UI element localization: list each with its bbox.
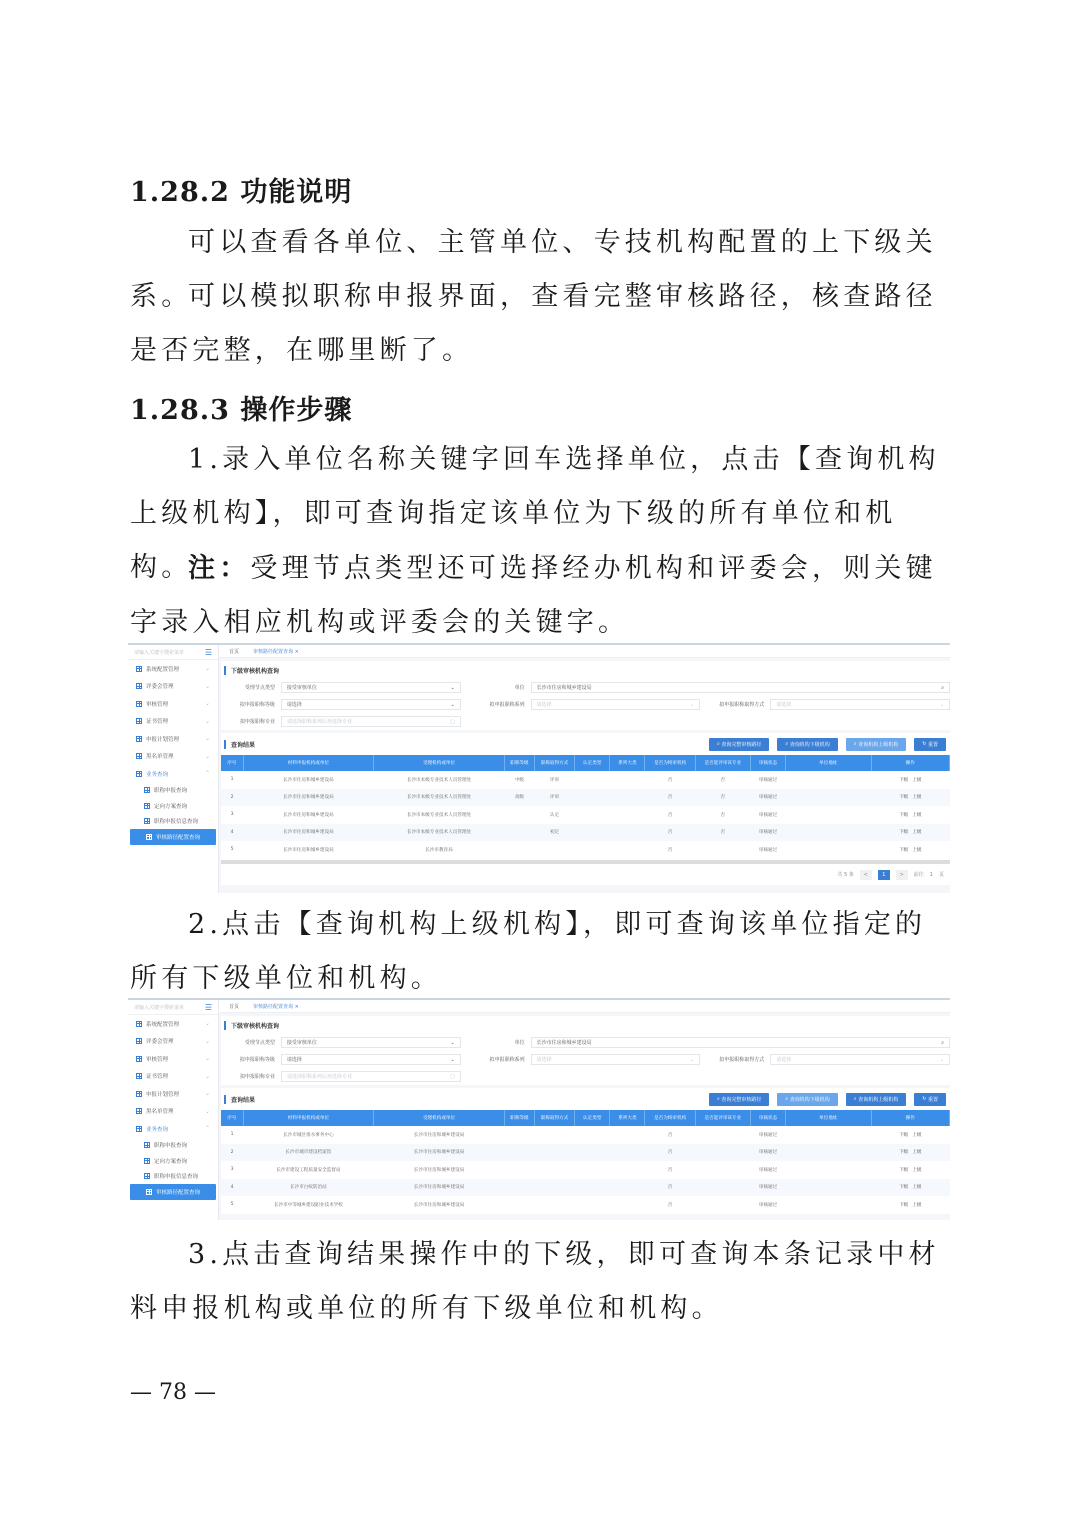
query-lower-org-button[interactable]: ⌕ 查询机构下级机构 bbox=[777, 1093, 837, 1106]
upper-link[interactable]: 上级 bbox=[912, 1167, 922, 1173]
main-content bbox=[219, 645, 950, 893]
node-type-select[interactable]: 接受审核单位 ⌄ bbox=[281, 1037, 461, 1048]
lower-link[interactable]: 下级 bbox=[899, 1202, 909, 1208]
page-number: — 78 — bbox=[130, 1380, 216, 1405]
grid-icon bbox=[136, 753, 142, 759]
paragraph-text: 可以查看各单位、主管单位、专技机构配置的上下级关系。 bbox=[130, 227, 937, 312]
results-title: 查询结果 bbox=[221, 735, 255, 753]
paragraph-step-3 bbox=[130, 1228, 952, 1336]
sidebar-item-review[interactable]: 审核管理 ⌄ bbox=[128, 695, 218, 713]
grid-icon bbox=[136, 1126, 142, 1132]
sidebar bbox=[128, 1000, 219, 1220]
chevron-down-icon: ⌄ bbox=[204, 700, 210, 708]
lower-link[interactable]: 下级 bbox=[899, 847, 909, 853]
sidebar-item-blacklist[interactable]: 黑名单管理 ⌄ bbox=[128, 1103, 218, 1121]
next-page-button[interactable]: > bbox=[896, 870, 908, 880]
table-row: 3 长沙市建设工程质量安全监督站 长沙市住房和城乡建设局 否 审核通过 下级 上级 bbox=[230, 1167, 922, 1173]
paragraph-note bbox=[130, 542, 952, 650]
node-type-label: 受理节点类型 bbox=[244, 1040, 275, 1046]
chevron-down-icon: ⌄ bbox=[204, 1072, 210, 1080]
lower-link[interactable]: 下级 bbox=[899, 812, 909, 818]
chevron-down-icon: ⌄ bbox=[450, 701, 455, 708]
sidebar-item-committee[interactable]: 评委会管理 ⌄ bbox=[128, 678, 218, 696]
tab-bar bbox=[219, 645, 950, 658]
refresh-icon: ↻ bbox=[922, 1096, 928, 1102]
tab-home[interactable]: 首页 bbox=[229, 1003, 240, 1010]
tab-path-query[interactable]: 审核路径配置查询 × bbox=[253, 1003, 299, 1010]
menu-toggle-icon[interactable]: ☰ bbox=[204, 1002, 212, 1012]
menu-search-input[interactable]: 请输入关键字搜索菜单 ☰ bbox=[128, 645, 218, 660]
table-row: 5 长沙市中等城乡建设职业技术学校 长沙市住房和城乡建设局 否 审核通过 下级 上级 bbox=[230, 1202, 922, 1208]
table-row: 1 长沙市住房和城乡建设局 长沙市本级专业技术人员管理处 中级 评审 否 否 审核通过 下级 上级 bbox=[230, 777, 922, 783]
grid-icon bbox=[144, 787, 150, 793]
chevron-down-icon: ⌄ bbox=[204, 735, 210, 743]
note-label: 注： bbox=[188, 553, 251, 584]
page-suffix: 页 bbox=[938, 872, 944, 878]
series-label: 拟申报职称系列 bbox=[489, 1057, 525, 1063]
table-row: 4 长沙市住房和城乡建设局 长沙市本级专业技术人员管理处 初定 否 否 审核通过 下级 上级 bbox=[221, 824, 950, 842]
table-row: 4 长沙市白蚁防治站 长沙市住房和城乡建设局 否 审核通过 下级 上级 bbox=[221, 1179, 950, 1197]
chevron-down-icon: ⌄ bbox=[204, 1107, 210, 1115]
sidebar-subitem-path-query[interactable]: 审核路径配置查询 bbox=[130, 1184, 216, 1200]
sidebar-item-system-config[interactable]: 系统配置管理 ⌄ bbox=[128, 660, 218, 678]
search-icon: ⌕ bbox=[716, 1096, 722, 1102]
major-select[interactable]: 请选择职称系列后再选择专业 ▢ bbox=[281, 1071, 461, 1082]
paragraph-step-2 bbox=[130, 898, 952, 1006]
sidebar-item-committee[interactable]: 评委会管理 ⌄ bbox=[128, 1033, 218, 1051]
sidebar-item-business-query[interactable]: 业务查询 ⌃ bbox=[128, 765, 218, 783]
sidebar-item-certificate[interactable]: 证书管理 ⌄ bbox=[128, 713, 218, 731]
query-form-card bbox=[221, 1016, 950, 1085]
query-full-path-button[interactable]: ⌕ 查询完整审核路径 bbox=[709, 738, 769, 751]
table-row: 1 长沙市城区排水事务中心 长沙市住房和城乡建设局 否 审核通过 下级 上级 bbox=[230, 1132, 922, 1138]
chevron-up-icon: ⌃ bbox=[204, 1125, 210, 1133]
section-heading-function: 1.28.2 功能说明 bbox=[130, 177, 353, 208]
lower-link[interactable]: 下级 bbox=[899, 777, 909, 783]
series-select[interactable]: 请选择 ⌄ bbox=[531, 1054, 701, 1065]
level-label: 拟申报职称等级 bbox=[239, 702, 275, 708]
upper-link[interactable]: 上级 bbox=[912, 777, 922, 783]
chevron-down-icon: ⌄ bbox=[690, 701, 695, 708]
series-select[interactable]: 请选择 ⌄ bbox=[531, 699, 701, 710]
method-label: 拟申报职称取得方式 bbox=[719, 1057, 765, 1063]
chevron-up-icon: ⌃ bbox=[204, 770, 210, 778]
method-select[interactable]: 请选择 ⌄ bbox=[770, 699, 950, 710]
tab-path-query[interactable]: 审核路径配置查询 × bbox=[253, 648, 299, 655]
grid-icon bbox=[144, 1142, 150, 1148]
chevron-down-icon: ⌄ bbox=[450, 1056, 455, 1063]
upper-link[interactable]: 上级 bbox=[912, 1132, 922, 1138]
unit-label: 单位 bbox=[514, 685, 525, 691]
level-label: 拟申报职称等级 bbox=[239, 1057, 275, 1063]
upper-link[interactable]: 上级 bbox=[912, 812, 922, 818]
chevron-down-icon: ⌄ bbox=[939, 1056, 944, 1063]
query-full-path-button[interactable]: ⌕ 查询完整审核路径 bbox=[709, 1093, 769, 1106]
series-label: 拟申报职称系列 bbox=[489, 702, 525, 708]
major-select[interactable]: 请选择职称系列后再选择专业 ▢ bbox=[281, 716, 461, 727]
reset-button[interactable]: ↻ 重置 bbox=[914, 1093, 946, 1106]
tab-home[interactable]: 首页 bbox=[229, 648, 240, 655]
lower-link[interactable]: 下级 bbox=[899, 830, 909, 836]
menu-search-input[interactable]: 请输入关键字搜索菜单 ☰ bbox=[128, 1000, 218, 1015]
horizontal-scrollbar[interactable] bbox=[221, 860, 950, 864]
upper-link[interactable]: 上级 bbox=[912, 847, 922, 853]
results-table-2 bbox=[221, 1110, 950, 1214]
upper-link[interactable]: 上级 bbox=[912, 1150, 922, 1156]
paragraph-text: 受理节点类型还可选择经办机构和评委会，则关键字录入相应机构或评委会的关键字。 bbox=[130, 553, 937, 638]
level-select[interactable]: 请选择 ⌄ bbox=[281, 699, 461, 710]
method-label: 拟申报职称取得方式 bbox=[719, 702, 765, 708]
table-row: 5 长沙市住房和城乡建设局 长沙市教育局 否 审核通过 下级 上级 bbox=[230, 847, 922, 853]
tab-bar bbox=[219, 1000, 950, 1013]
sidebar-item-review[interactable]: 审核管理 ⌄ bbox=[128, 1050, 218, 1068]
chevron-down-icon: ⌄ bbox=[204, 717, 210, 725]
paragraph-text: 可以模拟职称申报界面，查看完整审核路径，核查路径是否完整，在哪里断了。 bbox=[130, 281, 937, 366]
chevron-down-icon: ⌄ bbox=[204, 1037, 210, 1045]
sidebar-subitem-title-query[interactable]: 职称申报查询 bbox=[128, 1138, 218, 1154]
sidebar-item-system-config[interactable]: 系统配置管理 ⌄ bbox=[128, 1015, 218, 1033]
calendar-icon: ▢ bbox=[450, 1073, 455, 1080]
sidebar-item-business-query[interactable]: 业务查询 ⌃ bbox=[128, 1120, 218, 1138]
sidebar-subitem-info-query[interactable]: 职称申报信息查询 bbox=[128, 814, 218, 830]
goto-label: 前往 bbox=[913, 872, 924, 878]
upper-link[interactable]: 上级 bbox=[912, 1185, 922, 1191]
table-header-row: 序号 材料申报机构或单位 受理机构或单位 职称等级 职称取得方式 认定类型 系列大类 是否为终审机构 是否能评审该专业 审核状态 单位地址 操作 bbox=[221, 1110, 950, 1126]
node-type-label: 受理节点类型 bbox=[244, 685, 275, 691]
paragraph-text: 2.点击【查询机构上级机构】，即可查询该单位指定的所有下级单位和机构。 bbox=[130, 909, 927, 994]
search-icon: ⌕ bbox=[853, 1096, 859, 1102]
search-icon[interactable]: ⌕ bbox=[941, 1039, 944, 1046]
app-screenshot-1 bbox=[128, 643, 950, 893]
query-upper-org-button[interactable]: ⌕ 查询机构上级机构 bbox=[846, 1093, 906, 1106]
grid-icon bbox=[144, 1173, 150, 1179]
grid-icon bbox=[144, 803, 150, 809]
paragraph-function-2 bbox=[130, 270, 952, 378]
query-title: 下级审核机构查询 bbox=[221, 661, 950, 679]
level-select[interactable]: 请选择 ⌄ bbox=[281, 1054, 461, 1065]
unit-input[interactable]: 长沙市住房和城乡建设局 ⌕ bbox=[531, 1037, 950, 1048]
node-type-select[interactable]: 接受审核单位 ⌄ bbox=[281, 682, 461, 693]
results-card bbox=[221, 1088, 950, 1214]
sidebar-subitem-title-query[interactable]: 职称申报查询 bbox=[128, 783, 218, 799]
goto-page-input[interactable]: 1 bbox=[929, 871, 933, 878]
results-card bbox=[221, 733, 950, 885]
chevron-down-icon: ⌄ bbox=[204, 752, 210, 760]
grid-icon bbox=[136, 1073, 142, 1079]
grid-icon bbox=[136, 1108, 142, 1114]
lower-link[interactable]: 下级 bbox=[899, 795, 909, 801]
sidebar-item-blacklist[interactable]: 黑名单管理 ⌄ bbox=[128, 748, 218, 766]
table-row: 2 长沙市住房和城乡建设局 长沙市本级专业技术人员管理处 高级 评审 否 否 审核通过 下级 上级 bbox=[221, 789, 950, 807]
grid-icon bbox=[136, 736, 142, 742]
major-label: 拟申报职称专业 bbox=[239, 719, 275, 725]
grid-icon bbox=[136, 1091, 142, 1097]
query-title: 下级审核机构查询 bbox=[221, 1016, 950, 1034]
sidebar bbox=[128, 645, 219, 893]
page-1-button[interactable]: 1 bbox=[878, 870, 890, 880]
results-title: 查询结果 bbox=[221, 1090, 255, 1108]
paragraph-text: 3.点击查询结果操作中的下级，即可查询本条记录中材料申报机构或单位的所有下级单位和机构。 bbox=[130, 1239, 940, 1324]
upper-link[interactable]: 上级 bbox=[912, 830, 922, 836]
menu-toggle-icon[interactable]: ☰ bbox=[204, 647, 212, 657]
sidebar-subitem-path-query[interactable]: 审核路径配置查询 bbox=[130, 829, 216, 845]
search-icon[interactable]: ⌕ bbox=[941, 684, 944, 691]
grid-icon bbox=[136, 666, 142, 672]
chevron-down-icon: ⌄ bbox=[204, 682, 210, 690]
sidebar-subitem-info-query[interactable]: 职称申报信息查询 bbox=[128, 1169, 218, 1185]
grid-icon bbox=[136, 1056, 142, 1062]
query-lower-org-button[interactable]: ⌕ 查询机构下级机构 bbox=[777, 738, 837, 751]
sidebar-subitem-plan-query[interactable]: 定向方案查询 bbox=[128, 1153, 218, 1169]
chevron-down-icon: ⌄ bbox=[204, 665, 210, 673]
sidebar-item-plan[interactable]: 申报计划管理 ⌄ bbox=[128, 730, 218, 748]
table-header-row: 序号 材料申报机构或单位 受理机构或单位 职称等级 职称取得方式 认定类型 系列大类 是否为终审机构 是否能评审该专业 审核状态 单位地址 操作 bbox=[221, 755, 950, 771]
lower-link[interactable]: 下级 bbox=[899, 1132, 909, 1138]
search-icon: ⌕ bbox=[785, 741, 790, 747]
results-table-1 bbox=[221, 755, 950, 859]
chevron-down-icon: ⌄ bbox=[450, 684, 455, 691]
grid-icon bbox=[146, 1189, 152, 1195]
grid-icon bbox=[136, 1021, 142, 1027]
chevron-down-icon: ⌄ bbox=[450, 1039, 455, 1046]
lower-link[interactable]: 下级 bbox=[899, 1185, 909, 1191]
lower-link[interactable]: 下级 bbox=[899, 1150, 909, 1156]
upper-link[interactable]: 上级 bbox=[912, 1202, 922, 1208]
unit-input[interactable]: 长沙市住房和城乡建设局 ⌕ bbox=[531, 682, 950, 693]
total-count: 共 5 条 bbox=[837, 872, 854, 878]
search-icon: ⌕ bbox=[716, 741, 722, 747]
app-screenshot-2 bbox=[128, 998, 950, 1220]
major-label: 拟申报职称专业 bbox=[239, 1074, 275, 1080]
query-upper-org-button[interactable]: ⌕ 查询机构上级机构 bbox=[846, 738, 906, 751]
query-form-card bbox=[221, 661, 950, 730]
sidebar-item-plan[interactable]: 申报计划管理 ⌄ bbox=[128, 1085, 218, 1103]
chevron-down-icon: ⌄ bbox=[204, 1055, 210, 1063]
method-select[interactable]: 请选择 ⌄ bbox=[770, 1054, 950, 1065]
search-icon: ⌕ bbox=[785, 1096, 790, 1102]
unit-label: 单位 bbox=[514, 1040, 525, 1046]
grid-icon bbox=[136, 701, 142, 707]
upper-link[interactable]: 上级 bbox=[912, 795, 922, 801]
chevron-down-icon: ⌄ bbox=[204, 1090, 210, 1098]
main-content bbox=[219, 1000, 950, 1220]
grid-icon bbox=[146, 834, 152, 840]
search-icon: ⌕ bbox=[853, 741, 859, 747]
table-row: 2 长沙市城市建设档案馆 长沙市住房和城乡建设局 否 审核通过 下级 上级 bbox=[221, 1144, 950, 1162]
pagination bbox=[221, 865, 950, 885]
chevron-down-icon: ⌄ bbox=[204, 1020, 210, 1028]
calendar-icon: ▢ bbox=[450, 718, 455, 725]
lower-link[interactable]: 下级 bbox=[899, 1167, 909, 1173]
sidebar-item-certificate[interactable]: 证书管理 ⌄ bbox=[128, 1068, 218, 1086]
chevron-down-icon: ⌄ bbox=[690, 1056, 695, 1063]
grid-icon bbox=[136, 1038, 142, 1044]
chevron-down-icon: ⌄ bbox=[939, 701, 944, 708]
sidebar-subitem-plan-query[interactable]: 定向方案查询 bbox=[128, 798, 218, 814]
paragraph-text: 1.录入单位名称关键字回车选择单位，点击【查询机构上级机构】，即可查询指定该单位为下级的所有单位和机构。 bbox=[130, 444, 940, 583]
grid-icon bbox=[136, 718, 142, 724]
section-heading-steps: 1.28.3 操作步骤 bbox=[130, 395, 353, 426]
prev-page-button[interactable]: < bbox=[860, 870, 872, 880]
grid-icon bbox=[136, 771, 142, 777]
grid-icon bbox=[144, 1158, 150, 1164]
grid-icon bbox=[136, 683, 142, 689]
table-row: 3 长沙市住房和城乡建设局 长沙市本级专业技术人员管理处 认定 否 否 审核通过 下级 上级 bbox=[230, 812, 922, 818]
refresh-icon: ↻ bbox=[922, 741, 928, 747]
grid-icon bbox=[144, 818, 150, 824]
reset-button[interactable]: ↻ 重置 bbox=[914, 738, 946, 751]
